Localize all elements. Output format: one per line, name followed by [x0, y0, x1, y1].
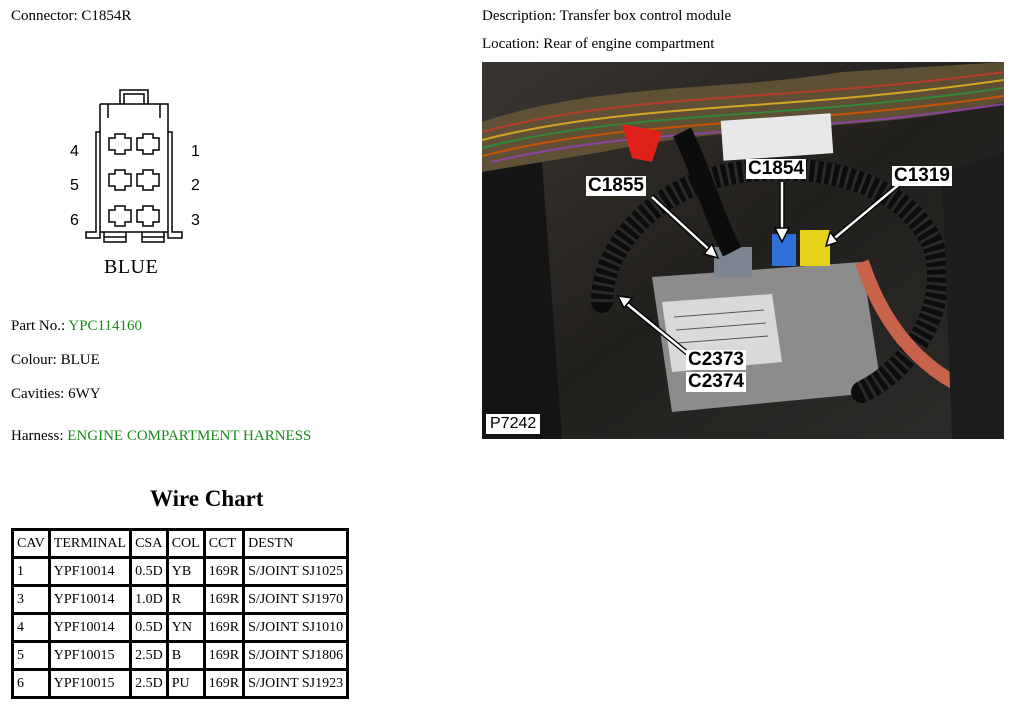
table-cell: B: [169, 643, 203, 668]
table-cell: YPF10014: [51, 559, 129, 584]
table-cell: 169R: [206, 671, 242, 696]
table-cell: YB: [169, 559, 203, 584]
column-header: CCT: [206, 531, 242, 556]
cavity-grid: [109, 134, 159, 226]
table-cell: 1: [14, 559, 48, 584]
callout-c1319: C1319: [894, 165, 950, 186]
part-no-label: Part No.:: [11, 318, 66, 334]
description-value: Transfer box control module: [559, 8, 732, 24]
table-cell: 4: [14, 615, 48, 640]
column-header: CSA: [132, 531, 166, 556]
pin-number-right: 2: [191, 177, 200, 194]
colour-line: [11, 352, 100, 369]
table-cell: 0.5D: [132, 559, 166, 584]
cavities-line: [11, 386, 101, 403]
connector-line: [11, 8, 131, 25]
table-row: [14, 615, 346, 640]
table-row: [14, 643, 346, 668]
table-cell: 2.5D: [132, 643, 166, 668]
table-cell: 3: [14, 587, 48, 612]
table-header-row: [14, 531, 346, 556]
wire-chart-title: Wire Chart: [150, 486, 264, 511]
colour-label: Colour:: [11, 352, 57, 368]
wire-chart-table: [11, 528, 349, 699]
table-cell: S/JOINT SJ1025: [245, 559, 346, 584]
table-cell: 0.5D: [132, 615, 166, 640]
table-cell: PU: [169, 671, 203, 696]
part-no-link[interactable]: YPC114160: [68, 318, 142, 334]
colour-value: BLUE: [60, 352, 100, 368]
table-cell: 169R: [206, 559, 242, 584]
table-cell: 169R: [206, 643, 242, 668]
pin-number-right: 1: [191, 143, 200, 160]
table-cell: YN: [169, 615, 203, 640]
table-cell: R: [169, 587, 203, 612]
pin-number-right: 3: [191, 212, 200, 229]
table-cell: S/JOINT SJ1923: [245, 671, 346, 696]
harness-link[interactable]: ENGINE COMPARTMENT HARNESS: [67, 428, 312, 444]
table-cell: S/JOINT SJ1010: [245, 615, 346, 640]
table-cell: 5: [14, 643, 48, 668]
column-header: DESTN: [245, 531, 346, 556]
harness-label: Harness:: [11, 428, 64, 444]
table-cell: YPF10014: [51, 615, 129, 640]
callout-c1854: C1854: [748, 158, 804, 179]
location-label: Location:: [482, 36, 540, 52]
callout-c1855: C1855: [588, 175, 644, 196]
table-cell: 2.5D: [132, 671, 166, 696]
connector-colour-caption: BLUE: [104, 256, 159, 278]
location-value: Rear of engine compartment: [543, 36, 715, 52]
table-row: [14, 671, 346, 696]
table-cell: 169R: [206, 587, 242, 612]
connector-face-diagram: [60, 82, 220, 282]
description-line: [482, 8, 731, 25]
callout-c2374: C2374: [688, 371, 744, 392]
table-cell: 6: [14, 671, 48, 696]
table-row: [14, 587, 346, 612]
figure-reference: P7242: [486, 414, 540, 434]
table-cell: 1.0D: [132, 587, 166, 612]
table-cell: YPF10015: [51, 643, 129, 668]
pin-number-left: 6: [70, 212, 79, 229]
location-photo: [482, 62, 1004, 439]
connector-label: Connector:: [11, 8, 78, 24]
part-no-line: [11, 318, 142, 335]
table-cell: S/JOINT SJ1806: [245, 643, 346, 668]
table-cell: S/JOINT SJ1970: [245, 587, 346, 612]
table-row: [14, 559, 346, 584]
pin-number-left: 4: [70, 143, 79, 160]
column-header: CAV: [14, 531, 48, 556]
column-header: TERMINAL: [51, 531, 129, 556]
location-line: [482, 36, 714, 53]
column-header: COL: [169, 531, 203, 556]
harness-line: [11, 428, 311, 445]
cavities-label: Cavities:: [11, 386, 65, 402]
cavities-value: 6WY: [68, 386, 101, 402]
table-cell: YPF10015: [51, 671, 129, 696]
connector-value: C1854R: [81, 8, 132, 24]
pin-number-left: 5: [70, 177, 79, 194]
description-label: Description:: [482, 8, 557, 24]
table-cell: YPF10014: [51, 587, 129, 612]
callout-c2373: C2373: [688, 349, 744, 370]
table-cell: 169R: [206, 615, 242, 640]
